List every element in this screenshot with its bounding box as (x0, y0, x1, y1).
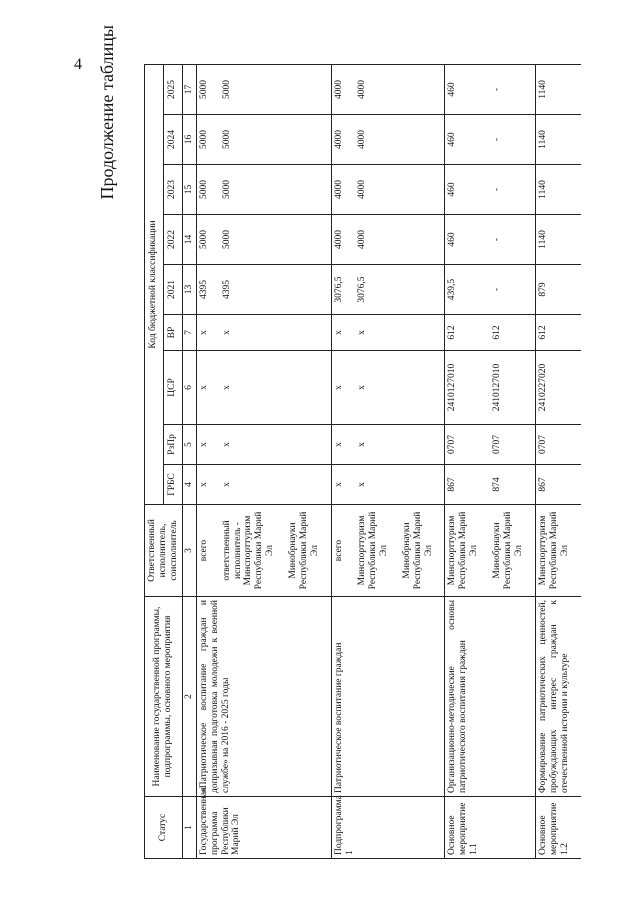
value-2025: 1140 (535, 64, 580, 114)
col-num: 1 (182, 797, 196, 859)
row-executor: Минспорттуризм Республики Марий Эл (445, 505, 490, 597)
row-status: Основное мероприятие 1.2 (535, 797, 580, 859)
vr-cell: х (220, 315, 287, 351)
col-num: 2 (182, 597, 196, 797)
row-status: Подпрограмма 1 (331, 797, 444, 859)
table-row (535, 64, 580, 858)
value-2022 (400, 215, 445, 265)
vr-cell: х (355, 315, 400, 351)
csr-cell (400, 351, 445, 425)
vr-cell (286, 315, 331, 351)
value-2024: 4000 (331, 115, 354, 165)
grbs-cell: х (220, 465, 287, 505)
value-2022: 5000 (220, 215, 287, 265)
value-2024 (400, 115, 445, 165)
value-2024: 5000 (196, 115, 219, 165)
vr-cell: х (331, 315, 354, 351)
value-2021: 879 (535, 265, 580, 315)
value-2023 (286, 165, 331, 215)
csr-cell: 2410127010 (490, 351, 535, 425)
row-name: Патриотическое воспитание граждан (331, 597, 444, 797)
header-rzpr: РзПр (163, 425, 182, 465)
row-executor: Минспорттуризм Республики Марий Эл (535, 505, 580, 597)
vr-cell: 612 (490, 315, 535, 351)
header-status: Статус (145, 797, 183, 859)
value-2025: - (490, 64, 535, 114)
rzpr-cell (286, 425, 331, 465)
row-name: Формирование патриотических ценностей, пробуждающих интерес граждан к отечественной истории и культуре (535, 597, 580, 797)
grbs-cell: 867 (535, 465, 580, 505)
table-body (196, 64, 581, 858)
header-executor: Ответственный исполнитель, соисполнитель (145, 505, 183, 597)
vr-cell: х (196, 315, 219, 351)
value-2021: 4395 (220, 265, 287, 315)
value-2025 (400, 64, 445, 114)
row-executor: всего (331, 505, 354, 597)
rzpr-cell (400, 425, 445, 465)
continuation-title: Продолжение таблицы (97, 25, 117, 200)
value-2022: - (490, 215, 535, 265)
row-executor: Минобрнауки Республики Марий Эл (286, 505, 331, 597)
value-2025: 4000 (331, 64, 354, 114)
value-2021: 4395 (196, 265, 219, 315)
value-2023: 4000 (355, 165, 400, 215)
value-2024: 1140 (535, 115, 580, 165)
csr-cell: х (220, 351, 287, 425)
table-row (331, 64, 354, 858)
value-2024: 460 (445, 115, 490, 165)
row-status: Основное мероприятие 1.1 (445, 797, 536, 859)
header-grbs: ГРБС (163, 465, 182, 505)
value-2023: 5000 (196, 165, 219, 215)
header-year-2021: 2021 (163, 265, 182, 315)
row-executor: Минобрнауки Республики Марий Эл (400, 505, 445, 597)
col-num: 14 (182, 215, 196, 265)
value-2021: 3076,5 (355, 265, 400, 315)
table-row (445, 64, 490, 858)
value-2022: 4000 (355, 215, 400, 265)
value-2023: 1140 (535, 165, 580, 215)
csr-cell: х (355, 351, 400, 425)
value-2025: 4000 (355, 64, 400, 114)
row-status: Государственная программа Республики Марий Эл (196, 797, 331, 859)
value-2021 (286, 265, 331, 315)
value-2023 (400, 165, 445, 215)
value-2024: - (490, 115, 535, 165)
value-2021: 439,5 (445, 265, 490, 315)
col-num: 15 (182, 165, 196, 215)
col-num: 5 (182, 425, 196, 465)
csr-cell: 2410227020 (535, 351, 580, 425)
header-year-2022: 2022 (163, 215, 182, 265)
value-2025 (286, 64, 331, 114)
col-num: 4 (182, 465, 196, 505)
value-2024: 4000 (355, 115, 400, 165)
header-vr: ВР (163, 315, 182, 351)
rzpr-cell: х (331, 425, 354, 465)
column-number-row (182, 64, 196, 858)
col-num: 3 (182, 505, 196, 597)
value-2021 (400, 265, 445, 315)
value-2022: 5000 (196, 215, 219, 265)
header-year-2023: 2023 (163, 165, 182, 215)
vr-cell: 612 (445, 315, 490, 351)
vr-cell: 612 (535, 315, 580, 351)
header-budget-code: Код бюджетной классификации (145, 64, 164, 504)
row-executor: всего (196, 505, 219, 597)
row-executor: Минспорттуризм Республики Марий Эл (355, 505, 400, 597)
page-number: 4 (74, 56, 82, 73)
table-row (196, 64, 219, 858)
value-2025: 460 (445, 64, 490, 114)
csr-cell: х (196, 351, 219, 425)
grbs-cell: 874 (490, 465, 535, 505)
col-num: 13 (182, 265, 196, 315)
value-2022: 460 (445, 215, 490, 265)
rzpr-cell: 0707 (490, 425, 535, 465)
value-2025: 5000 (220, 64, 287, 114)
rzpr-cell: 0707 (445, 425, 490, 465)
csr-cell: 2410127010 (445, 351, 490, 425)
grbs-cell: х (196, 465, 219, 505)
header-name: Наименование государственной программы, подпрограммы, основного мероприятия (145, 597, 183, 797)
row-name: Организационно-методические основы патриотического воспитания граждан (445, 597, 536, 797)
grbs-cell: 867 (445, 465, 490, 505)
rzpr-cell: х (220, 425, 287, 465)
value-2022: 1140 (535, 215, 580, 265)
row-executor: ответственный исполнитель - Минспорттуризм Республики Марий Эл (220, 505, 287, 597)
value-2022 (286, 215, 331, 265)
rzpr-cell: х (196, 425, 219, 465)
col-num: 7 (182, 315, 196, 351)
value-2024 (286, 115, 331, 165)
value-2023: 4000 (331, 165, 354, 215)
col-num: 17 (182, 64, 196, 114)
grbs-cell: х (355, 465, 400, 505)
value-2021: - (490, 265, 535, 315)
col-num: 16 (182, 115, 196, 165)
header-year-2024: 2024 (163, 115, 182, 165)
value-2023: - (490, 165, 535, 215)
grbs-cell: х (331, 465, 354, 505)
rzpr-cell: 0707 (535, 425, 580, 465)
row-name: «Патриотическое воспитание граждан и допризывная подготовка молодежи к военной службе» на 2016 - 2025 годы (196, 597, 331, 797)
csr-cell (286, 351, 331, 425)
header-year-2025: 2025 (163, 64, 182, 114)
value-2021: 3076,5 (331, 265, 354, 315)
value-2023: 460 (445, 165, 490, 215)
budget-table (144, 64, 581, 859)
value-2025: 5000 (196, 64, 219, 114)
vr-cell (400, 315, 445, 351)
value-2023: 5000 (220, 165, 287, 215)
col-num: 6 (182, 351, 196, 425)
value-2024: 5000 (220, 115, 287, 165)
grbs-cell (286, 465, 331, 505)
grbs-cell (400, 465, 445, 505)
header-csr: ЦСР (163, 351, 182, 425)
value-2022: 4000 (331, 215, 354, 265)
csr-cell: х (331, 351, 354, 425)
row-executor: Минобрнауки Республики Марий Эл (490, 505, 535, 597)
rzpr-cell: х (355, 425, 400, 465)
